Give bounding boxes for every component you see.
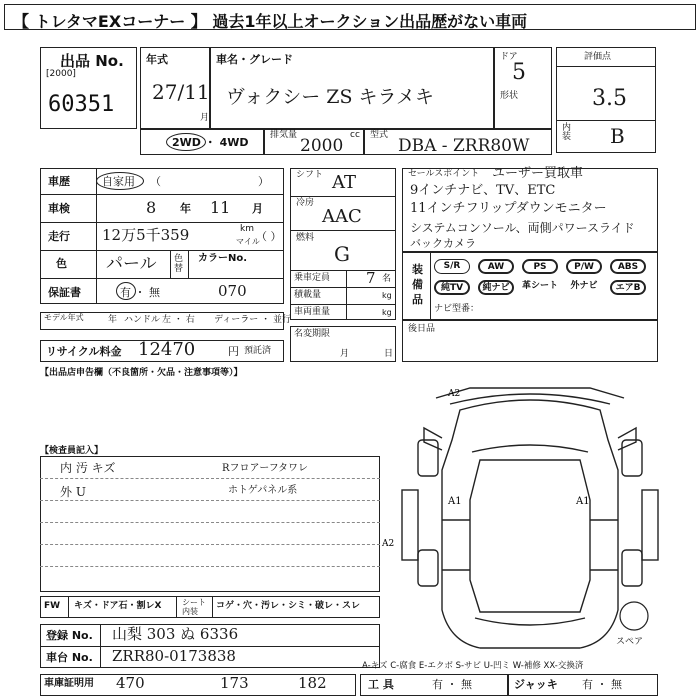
shape-label: 形状: [500, 91, 519, 101]
equip-ps: PS: [522, 259, 558, 274]
inspector-note-2: Rフロアーフタワレ: [222, 463, 309, 474]
fuel-label: 燃料: [296, 233, 315, 243]
defects-seat-label: シート内装: [182, 598, 206, 616]
displacement-unit: cc: [350, 130, 360, 140]
lot-label: 出品 No.: [60, 52, 124, 70]
displacement-label: 排気量: [270, 130, 298, 140]
inspector-note-0: 内 汚 キズ: [60, 461, 116, 475]
history-value: 自家用: [102, 175, 135, 188]
history-paren-close: ）: [258, 175, 269, 188]
nav-model-label: ナビ型番：: [434, 304, 480, 314]
mileage-paren: （ ）: [256, 230, 282, 243]
history-paren-open: （: [150, 175, 161, 188]
defects-seat-items: コゲ・穴・汚レ・シミ・破レ・スレ: [216, 601, 361, 611]
chassis-value: ZRR80-0173838: [112, 647, 236, 665]
displacement-value: 2000: [300, 136, 344, 156]
declaration-label: 【出品店申告欄（不良箇所・欠品・注意事項等）】: [40, 368, 243, 378]
color-no-label: カラーNo.: [198, 253, 248, 264]
model-year-unit: 年: [108, 315, 118, 325]
name-change-month: 月: [340, 349, 350, 359]
attachments-label: 後日品: [408, 324, 436, 334]
header-bar: [4, 4, 696, 30]
history-label: 車歴: [48, 175, 70, 188]
mileage-unit-km: km: [240, 224, 254, 234]
equip-abs: ABS: [610, 259, 646, 274]
cert-v2: 173: [220, 674, 249, 692]
warranty-label: 保証書: [48, 286, 81, 299]
color-value: パール: [106, 254, 157, 274]
registration-value: 山梨 303 ぬ 6336: [112, 625, 239, 643]
inspection-label: 車検: [48, 202, 70, 215]
recycle-note: 預託済: [244, 346, 272, 356]
tools-options: 有 ・ 無: [432, 678, 472, 691]
attachments-box: [402, 320, 658, 362]
lot-tag: [2000]: [46, 69, 76, 79]
model-dealer: ディーラー ・ 並行: [214, 315, 292, 325]
equip-nav: 純ナビ: [478, 280, 514, 295]
lot-number: 60351: [48, 92, 115, 117]
name-change-day: 日: [384, 349, 394, 359]
load-label: 積載量: [294, 290, 322, 300]
color-change-label: 色替: [174, 254, 184, 274]
inspector-box: [40, 456, 380, 592]
inspector-label: 【検査員記入】: [40, 446, 104, 456]
diagram-mark-a2: A2: [448, 389, 461, 399]
defects-items: キズ・ドア石・割レX: [74, 601, 162, 611]
year-label: 年式: [146, 53, 168, 66]
load-unit: kg: [382, 291, 392, 300]
cert-label: 車庫証明用: [44, 678, 94, 689]
equip-leather: 革シート: [522, 281, 559, 291]
interior-label: 内装: [562, 123, 572, 142]
sales-line-2: 11インチフリップダウンモニター: [410, 201, 607, 216]
model-handle-label: ハンドル: [124, 315, 161, 325]
header-title: 【 トレタマEXコーナー 】 過去1年以上オークション出品歴がない車両: [13, 12, 528, 31]
name-label: 車名・グレード: [216, 53, 293, 66]
type-value: DBA - ZRR80W: [398, 136, 530, 156]
jack-label: ジャッキ: [514, 678, 558, 691]
equip-ext-nav: 外ナビ: [570, 281, 598, 291]
color-label: 色: [56, 257, 67, 270]
interior-value: B: [610, 124, 625, 148]
inspector-note-3: ホトゲパネル系: [228, 485, 298, 496]
mileage-value: 12万5千359: [102, 226, 190, 244]
equipment-label: 装備品: [412, 263, 423, 306]
type-label: 型式: [370, 130, 389, 140]
capacity-value: 7: [366, 269, 376, 287]
warranty-options: 有 ・ 無: [120, 286, 160, 299]
inspection-month: 11: [210, 198, 231, 217]
inspector-note-1: 外 U: [60, 485, 86, 499]
drive-options: 2WD ・ 4WD: [172, 136, 249, 149]
ac-value: AAC: [322, 206, 362, 227]
score-value: 3.5: [592, 86, 627, 111]
equip-aw: AW: [478, 259, 514, 274]
registration-label: 登録 No.: [46, 629, 93, 642]
diagram-mark-a1-right: A1: [576, 496, 590, 507]
equip-sr: S/R: [434, 259, 470, 274]
jack-options: 有 ・ 無: [582, 678, 622, 691]
name-change-label: 名変期限: [294, 329, 331, 339]
score-label: 評価点: [584, 52, 612, 62]
defects-fw-label: FW: [44, 601, 61, 611]
chassis-label: 車台 No.: [46, 651, 93, 664]
door-label: ドア: [500, 52, 518, 62]
sales-line-4: バックカメラ: [410, 237, 476, 250]
door-value: 5: [512, 60, 526, 85]
sales-line-3: システムコンソール、両側パワースライド: [410, 221, 635, 235]
fuel-value: G: [334, 242, 350, 266]
recycle-label: リサイクル料金: [46, 345, 122, 358]
sales-line-1: 9インチナビ、TV、ETC: [410, 183, 556, 198]
inspection-year-unit: 年: [180, 202, 191, 215]
tools-label: 工 具: [368, 678, 394, 691]
equip-tv: 純TV: [434, 280, 470, 295]
legend-text: A-キズ C-腐食 E-エクボ S-サビ U-凹ミ W-補修 XX-交換済: [362, 661, 584, 671]
cert-v1: 470: [116, 674, 145, 692]
weight-label: 車両重量: [294, 307, 331, 317]
year-value: 27/11: [152, 80, 210, 104]
name-value: ヴォクシー ZS キラメキ: [226, 86, 434, 108]
spare-label: スペア: [616, 637, 644, 647]
sales-line-0: ユーザー買取車: [492, 166, 584, 181]
weight-unit: kg: [382, 308, 392, 317]
equip-pw: P/W: [566, 259, 602, 274]
inspection-year: 8: [146, 198, 157, 217]
cert-v3: 182: [298, 674, 327, 692]
car-diagram: [380, 380, 680, 660]
color-no-value: 070: [218, 282, 247, 300]
capacity-label: 乗車定員: [294, 273, 331, 283]
recycle-value: 12470: [138, 339, 196, 360]
equip-airbag: エアB: [610, 280, 646, 295]
diagram-mark-a1-bottom: A2: [382, 539, 395, 549]
recycle-unit: 円: [228, 345, 239, 358]
ac-label: 冷房: [296, 198, 315, 208]
mileage-label: 走行: [48, 230, 70, 243]
shift-label: シフト: [296, 170, 324, 180]
sales-point-label: セールスポイント: [408, 169, 480, 179]
mileage-unit-mile: マイル: [236, 237, 260, 246]
year-month-unit: 月: [200, 113, 210, 123]
diagram-mark-a1-left: A1: [448, 496, 462, 507]
shift-value: AT: [332, 172, 357, 193]
capacity-unit: 名: [382, 274, 392, 284]
inspection-month-unit: 月: [252, 202, 263, 215]
model-label: モデル年式: [44, 313, 84, 322]
model-handle-opts: 左 ・ 右: [162, 315, 195, 325]
